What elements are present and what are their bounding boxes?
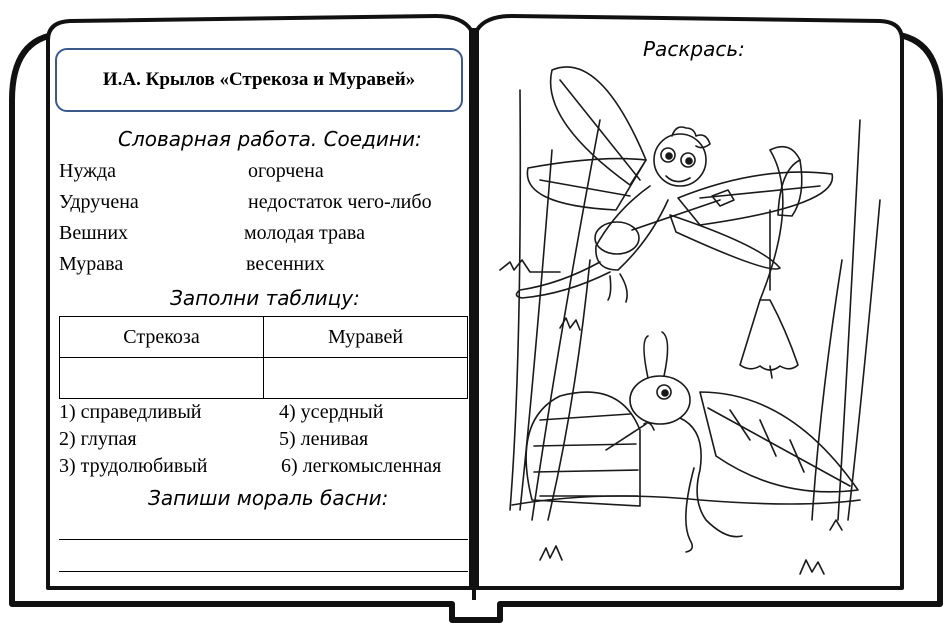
- vocab-word: Вешних: [59, 222, 129, 244]
- vocab-match: огорчена: [248, 160, 324, 182]
- ant-illustration: [526, 332, 858, 552]
- coloring-heading: Раскрась:: [643, 37, 745, 61]
- vocab-word: Удручена: [59, 191, 139, 213]
- column-header-ant: Муравей: [264, 317, 468, 358]
- vocabulary-heading: Словарная работа. Соедини:: [118, 127, 422, 151]
- vocab-word: Нужда: [59, 160, 117, 182]
- trait-option: 5) ленивая: [279, 428, 369, 450]
- vocab-match: недостаток чего-либо: [248, 191, 432, 213]
- trait-option: 1) справедливый: [59, 401, 202, 423]
- vocab-match: молодая трава: [244, 222, 365, 244]
- vocab-match: весенних: [246, 253, 325, 275]
- trait-option: 3) трудолюбивый: [59, 455, 208, 477]
- trait-option: 6) легкомысленная: [281, 455, 442, 477]
- grass-stems-illustration: [510, 90, 880, 520]
- trait-option: 2) глупая: [59, 428, 137, 450]
- dragonfly-illustration: [516, 67, 832, 302]
- table-heading: Заполни таблицу:: [170, 286, 360, 310]
- worksheet-title: И.А. Крылов «Стрекоза и Муравей»: [55, 48, 463, 112]
- vocab-word: Мурава: [59, 253, 124, 275]
- column-header-dragonfly: Стрекоза: [60, 317, 264, 358]
- moral-heading: Запиши мораль басни:: [148, 486, 389, 510]
- trait-option: 4) усердный: [279, 401, 384, 423]
